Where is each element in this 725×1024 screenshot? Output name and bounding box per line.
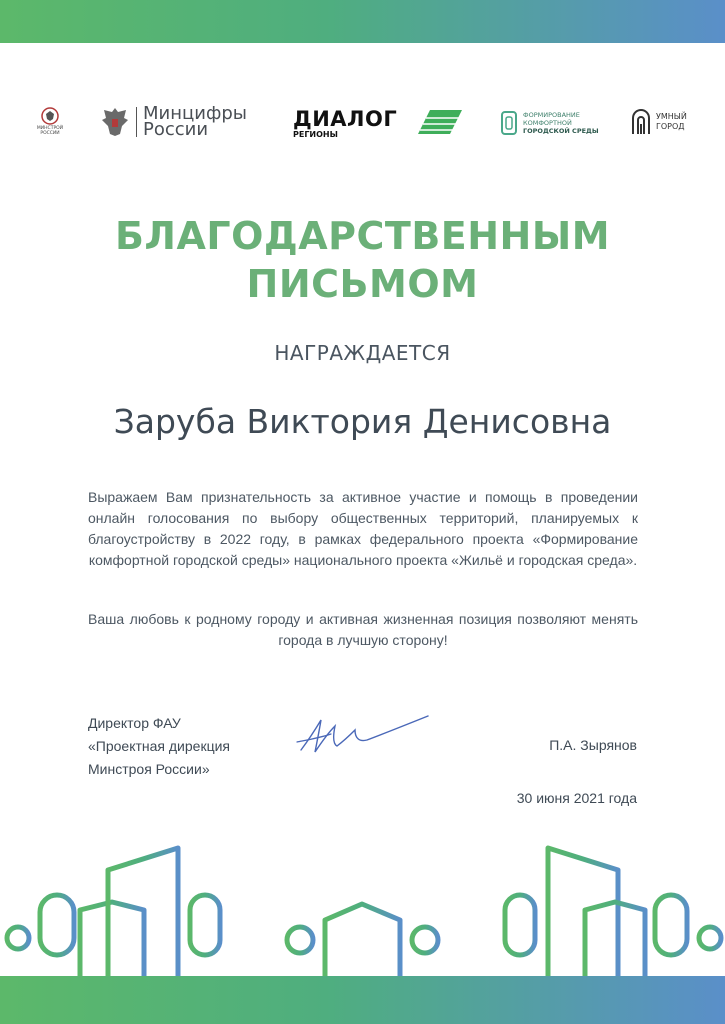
eagle-icon [100, 106, 130, 138]
mintsifry-line2: России [143, 119, 209, 140]
smart-city-logo [630, 108, 687, 136]
fkgs-icon [500, 110, 518, 136]
minstroy-caption: МИНСТРОЙ РОССИИ [36, 126, 64, 136]
coat-of-arms-icon [40, 106, 60, 126]
mintsifry-line1: Минцифры [143, 103, 247, 124]
issue-date: 30 июня 2021 года [516, 790, 637, 806]
gratitude-paragraph: Выражаем Вам признательность за активное участие и помощь в проведении онлайн голосования по выбору общественных территорий, планируемых к благоустройству в 2022 году, в рамках федерального проекта «Формирование комфортной городской среды» национального проекта «Жильё и городская среда». [88, 489, 638, 568]
director-line3: Минстроя России» [88, 761, 210, 777]
awarded-heading: НАГРАЖДАЕТСЯ [274, 341, 451, 365]
bottom-gradient-bar [0, 976, 725, 1024]
recipient-name: Заруба Виктория Денисовна [113, 402, 612, 441]
logo-separator [136, 107, 137, 137]
director-line1: Директор ФАУ [88, 715, 181, 731]
dialog-title: ДИАЛОГ [293, 107, 398, 131]
smart-line1: УМНЫЙ [656, 112, 687, 121]
city-skyline-illustration [0, 840, 725, 980]
fkgs-line1: ФОРМИРОВАНИЕ [523, 111, 580, 119]
fkgs-logo [500, 110, 599, 136]
dialog-subtitle: РЕГИОНЫ [293, 130, 338, 139]
handwritten-signature [293, 712, 433, 762]
fkgs-line2: КОМФОРТНОЙ [523, 119, 572, 127]
director-block [88, 712, 288, 781]
signer-name: П.А. Зырянов [549, 737, 637, 753]
logos-row [0, 100, 725, 150]
top-gradient-bar [0, 0, 725, 43]
title-line1: БЛАГОДАРСТВЕННЫМ [114, 214, 611, 258]
mintsifry-logo [100, 103, 247, 140]
closing-paragraph: Ваша любовь к родному городу и активная жизненная позиция позволяют менять города в лучшую сторону! [88, 611, 638, 648]
national-project-icon [416, 106, 464, 138]
national-project-logo [416, 106, 464, 138]
dialog-logo [293, 108, 397, 140]
smart-city-icon [630, 108, 652, 136]
minstroy-logo [32, 106, 68, 136]
title-line2: ПИСЬМОМ [246, 262, 479, 306]
director-line2: «Проектная дирекция [88, 738, 230, 754]
fkgs-line3: ГОРОДСКОЙ СРЕДЫ [523, 127, 599, 135]
smart-line2: ГОРОД [656, 122, 685, 131]
